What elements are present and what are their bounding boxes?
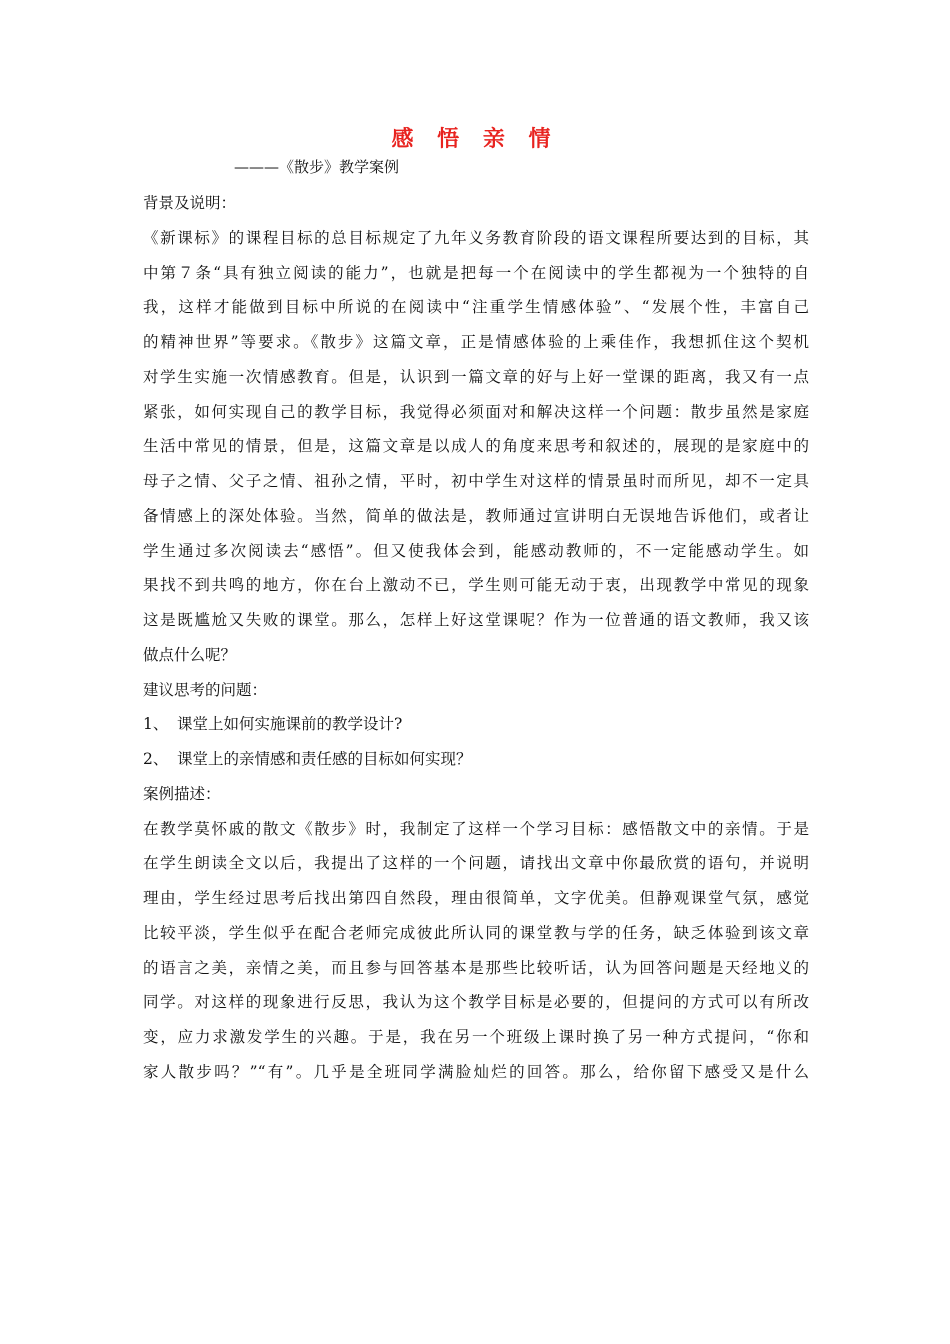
question-item bbox=[143, 742, 809, 777]
question-item bbox=[143, 707, 809, 742]
paragraph-line: 母子之情、父子之情、祖孙之情，平时，初中学生对这样的情景虽时而所见，却不一定具 bbox=[143, 472, 809, 490]
paragraph-line: 在学生朗读全文以后，我提出了这样的一个问题，请找出文章中你最欣赏的语句，并说明 bbox=[143, 854, 809, 873]
paragraph-line: 学生通过多次阅读去“感悟”。但又使我体会到，能感动教师的，不一定能感动学生。如 bbox=[143, 541, 809, 560]
paragraph-line: 的精神世界”等要求。《散步》这篇文章，正是情感体验的上乘佳作，我想抓住这个契机 bbox=[143, 333, 809, 351]
paragraph-line: 做点什么呢？ bbox=[143, 645, 237, 664]
section-heading-case: 案例描述： bbox=[143, 784, 221, 803]
question-number: 1、 bbox=[143, 715, 169, 734]
paragraph-line: 的语言之美，亲情之美，而且参与回答基本是那些比较听话，认为回答问题是天经地义的 bbox=[143, 958, 809, 977]
paragraph-line: 同学。对这样的现象进行反思，我认为这个教学目标是必要的，但提问的方式可以有所改 bbox=[143, 993, 809, 1012]
paragraph-line: 果找不到共鸣的地方，你在台上激动不已，学生则可能无动于衷，出现教学中常见的现象 bbox=[143, 576, 809, 595]
section-heading-questions: 建议思考的问题： bbox=[143, 680, 268, 699]
document-subtitle: ———《散步》教学案例 bbox=[234, 158, 400, 176]
paragraph-line: 我，这样才能做到目标中所说的在阅读中“注重学生情感体验”、“发展个性，丰富自己 bbox=[143, 298, 809, 317]
paragraph-line: 理由，学生经过思考后找出第四自然段，理由很简单，文字优美。但静观课堂气氛，感觉 bbox=[143, 889, 809, 907]
paragraph-line: 生活中常见的情景，但是，这篇文章是以成人的角度来思考和叙述的，展现的是家庭中的 bbox=[143, 437, 809, 456]
paragraph-line: 变，应力求激发学生的兴趣。于是，我在另一个班级上课时换了另一种方式提问，“你和 bbox=[143, 1028, 809, 1046]
document-body bbox=[143, 186, 809, 1090]
question-text: 课堂上的亲情感和责任感的目标如何实现？ bbox=[177, 750, 472, 768]
paragraph-line: 备情感上的深处体验。当然，简单的做法是，教师通过宣讲明白无误地告诉他们，或者让 bbox=[143, 506, 809, 525]
paragraph-line: 在教学莫怀戚的散文《散步》时，我制定了这样一个学习目标：感悟散文中的亲情。于是 bbox=[143, 819, 809, 838]
paragraph-line: 中第７条“具有独立阅读的能力”，也就是把每一个在阅读中的学生都视为一个独特的自 bbox=[143, 263, 809, 282]
section-heading-background: 背景及说明： bbox=[143, 194, 237, 212]
paragraph-line: 比较平淡，学生似乎在配合老师完成彼此所认同的课堂教与学的任务，缺乏体验到该文章 bbox=[143, 923, 809, 942]
paragraph-line: 家人散步吗？”“有”。几乎是全班同学满脸灿烂的回答。那么，给你留下感受又是什么 bbox=[143, 1062, 809, 1081]
paragraph-line: 紧张，如何实现自己的教学目标，我觉得必须面对和解决这样一个问题：散步虽然是家庭 bbox=[143, 402, 809, 421]
document-title: 感 悟 亲 情 bbox=[391, 127, 559, 152]
question-number: 2、 bbox=[143, 750, 169, 768]
paragraph-line: 对学生实施一次情感教育。但是，认识到一篇文章的好与上好一堂课的距离，我又有一点 bbox=[143, 367, 809, 386]
paragraph-line: 《新课标》的课程目标的总目标规定了九年义务教育阶段的语文课程所要达到的目标，其 bbox=[143, 228, 809, 247]
question-text: 课堂上如何实施课前的教学设计? bbox=[177, 715, 403, 734]
paragraph-line: 这是既尴尬又失败的课堂。那么，怎样上好这堂课呢？作为一位普通的语文教师，我又该 bbox=[143, 611, 809, 629]
